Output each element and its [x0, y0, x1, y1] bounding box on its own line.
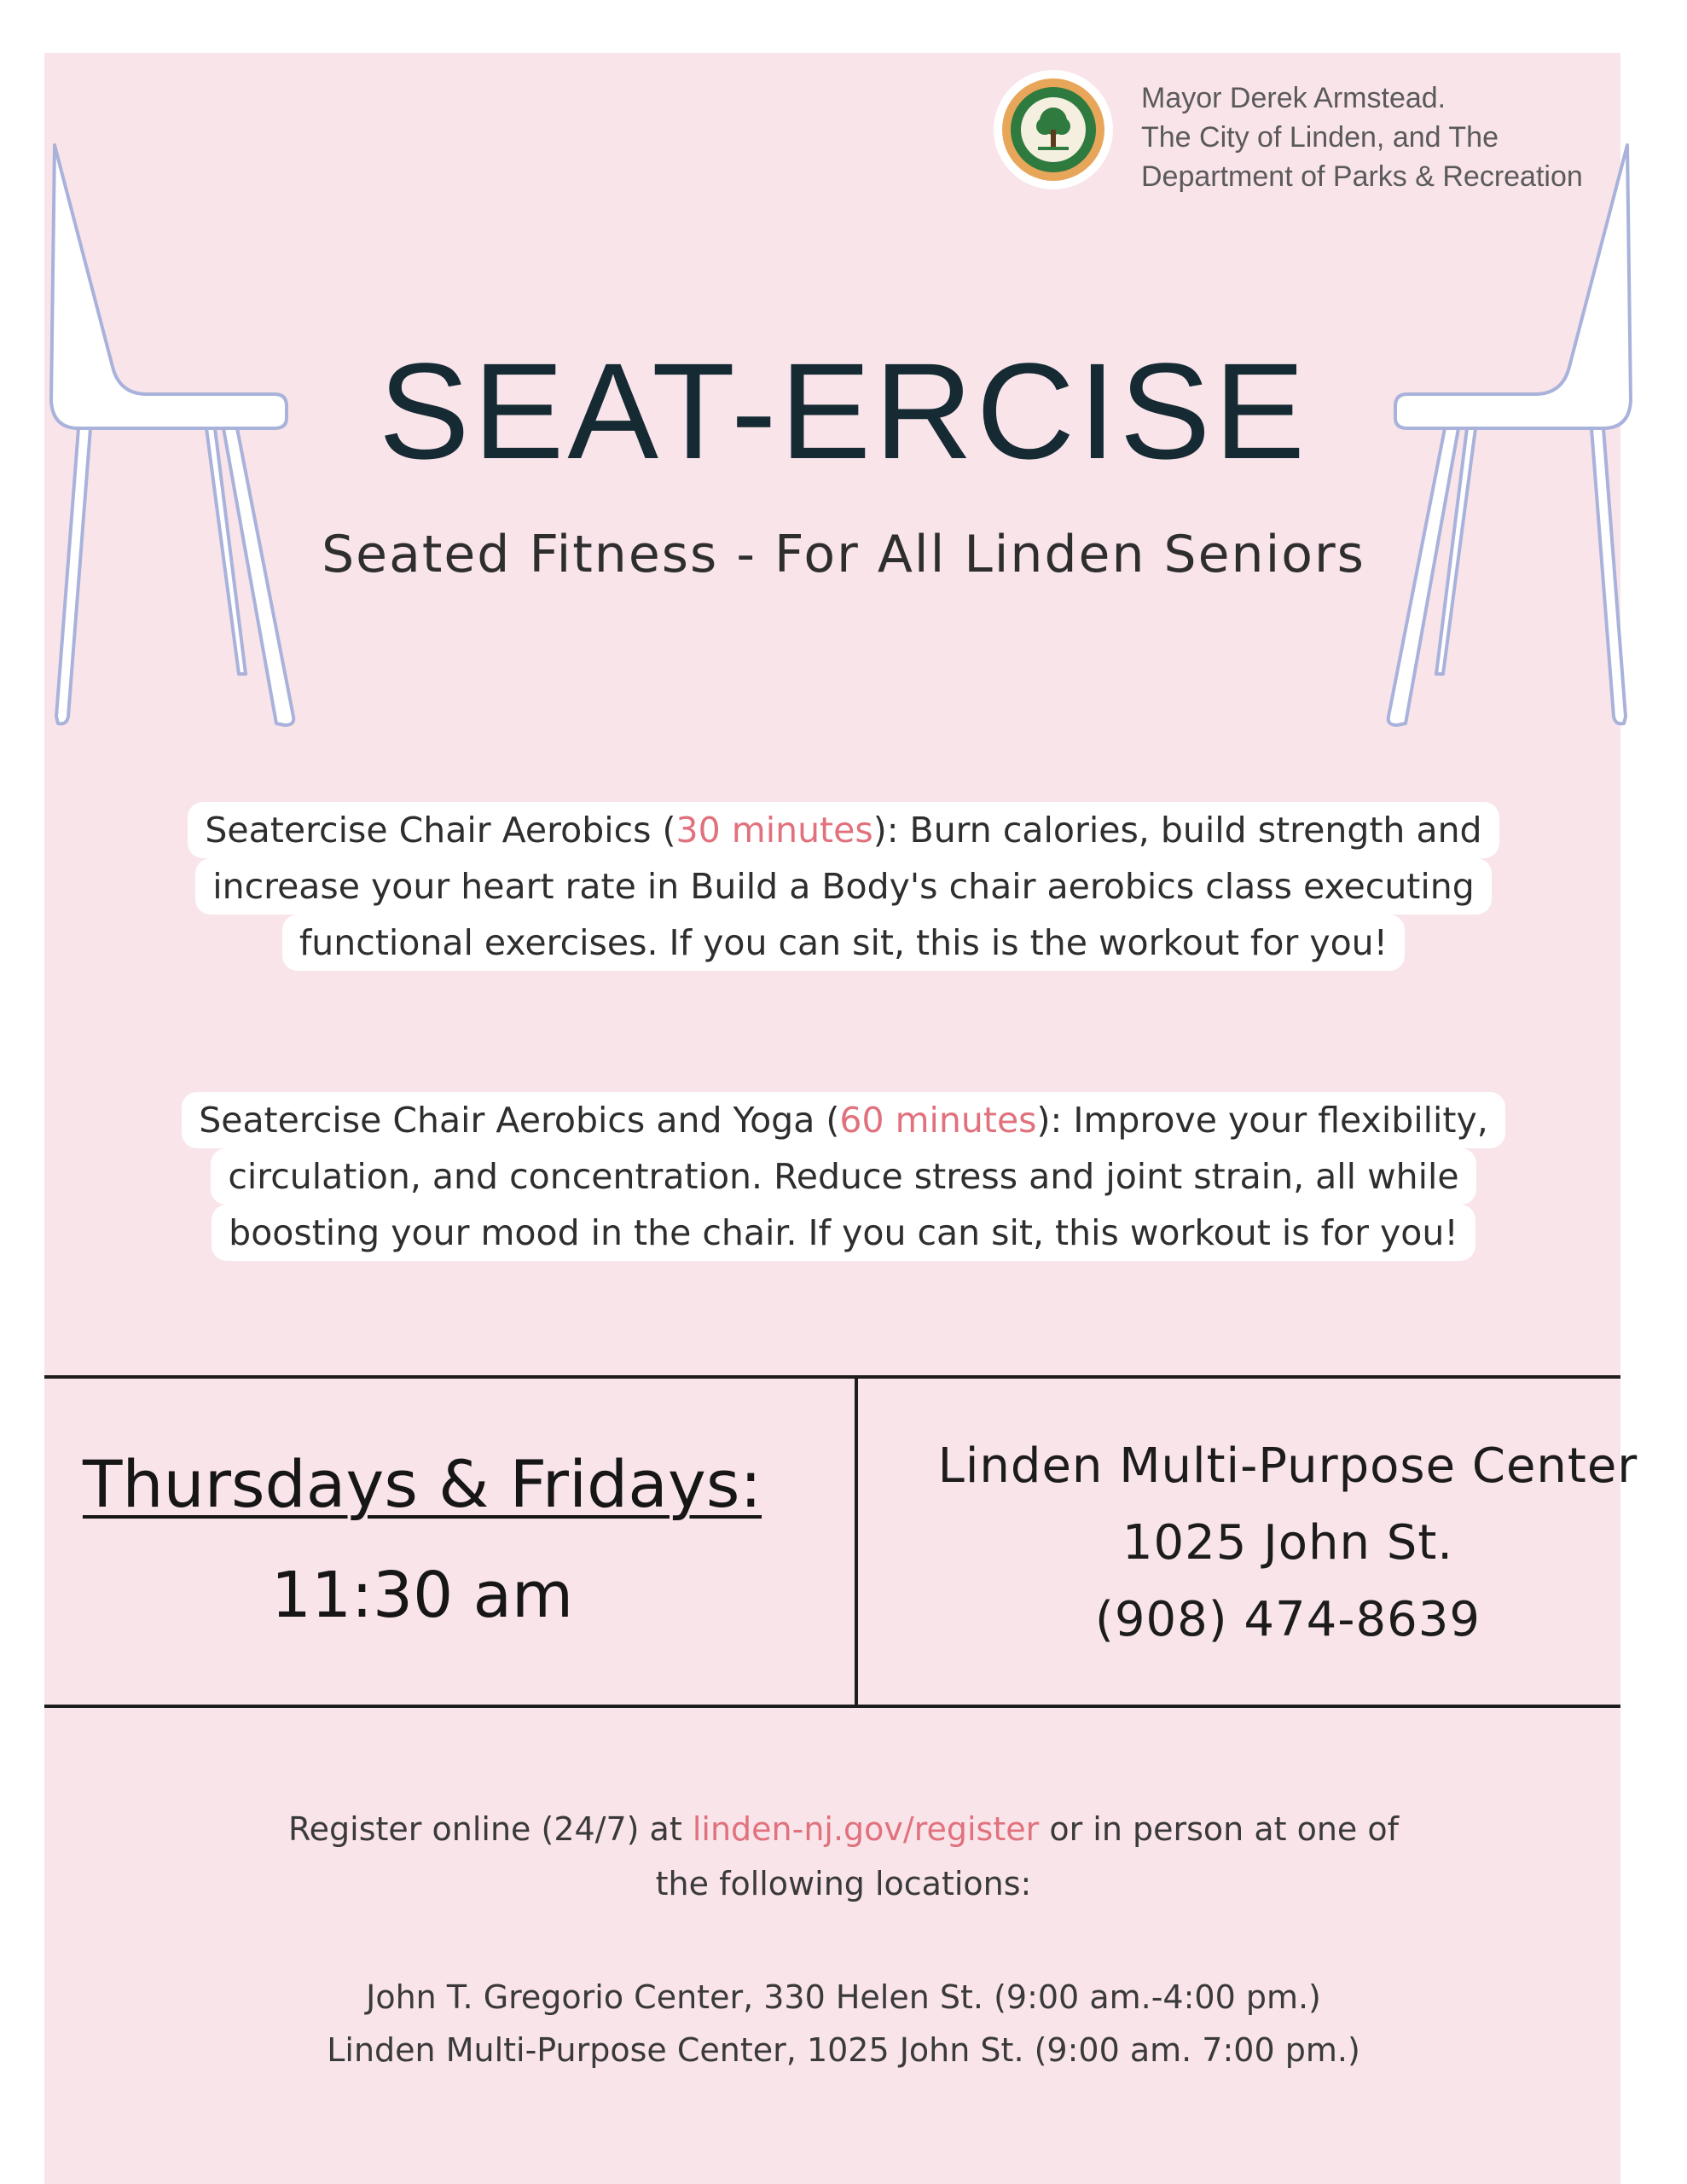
schedule-top-rule	[44, 1375, 1620, 1379]
venue-name: Linden Multi-Purpose Center	[937, 1438, 1638, 1494]
venue-address: 1025 John St.	[1122, 1515, 1454, 1571]
schedule-days: Thursdays & Fridays:	[82, 1446, 762, 1522]
page-subtitle: Seated Fitness - For All Linden Seniors	[322, 525, 1365, 584]
registration-locations	[0, 1971, 1687, 2077]
class-yoga-description	[0, 1092, 1687, 1261]
aerobics-duration: 30 minutes	[675, 810, 873, 851]
location-item: John T. Gregorio Center, 330 Helen St. (9:00 am.-4:00 pm.)	[366, 1978, 1321, 2016]
class-aerobics-description	[0, 802, 1687, 971]
yoga-line-2: circulation, and concentration. Reduce stress and joint strain, all while	[211, 1148, 1475, 1205]
yoga-line-1: Seatercise Chair Aerobics and Yoga (60 minutes): Improve your flexibility,	[182, 1092, 1505, 1148]
aerobics-line-1: Seatercise Chair Aerobics (30 minutes): Burn calories, build strength and	[188, 802, 1499, 858]
register-link[interactable]: linden-nj.gov/register	[692, 1810, 1040, 1848]
schedule-divider	[855, 1375, 858, 1708]
schedule-bottom-rule	[44, 1705, 1620, 1708]
location-item: Linden Multi-Purpose Center, 1025 John St. (9:00 am. 7:00 pm.)	[327, 2031, 1360, 2069]
sponsor-line-1: Mayor Derek Armstead.	[1141, 82, 1446, 114]
yoga-line-3: boosting your mood in the chair. If you can sit, this workout is for you!	[212, 1205, 1475, 1261]
sponsor-line-3: Department of Parks & Recreation	[1141, 160, 1583, 193]
venue-phone: (908) 474-8639	[1095, 1592, 1481, 1647]
page-title: SEAT-ERCISE	[378, 334, 1309, 487]
city-seal-logo	[994, 70, 1113, 189]
aerobics-line-2: increase your heart rate in Build a Body's chair aerobics class executing	[195, 858, 1492, 915]
sponsor-line-2: The City of Linden, and The	[1141, 121, 1499, 154]
register-line-2: the following locations:	[655, 1865, 1032, 1902]
registration-info: Register online (24/7) at linden-nj.gov/register or in person at one of the following locations:	[0, 1802, 1687, 1911]
aerobics-line-3: functional exercises. If you can sit, this is the workout for you!	[282, 915, 1405, 971]
yoga-duration: 60 minutes	[839, 1100, 1037, 1141]
schedule-time: 11:30 am	[270, 1559, 574, 1632]
